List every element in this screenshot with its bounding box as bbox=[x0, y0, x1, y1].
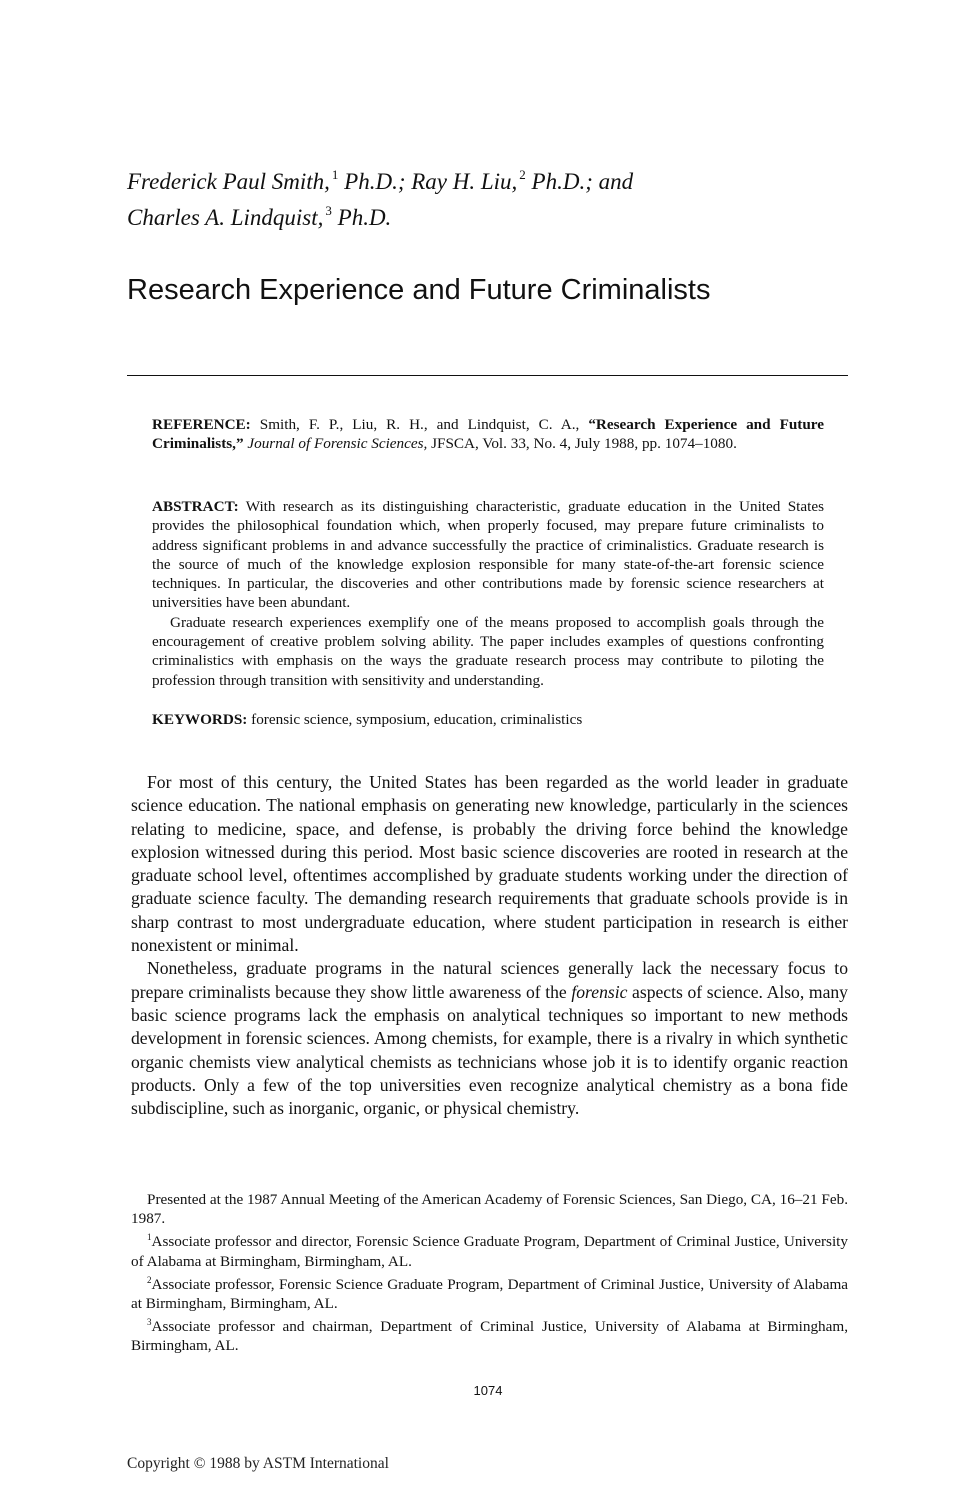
footnotes bbox=[131, 1190, 848, 1356]
footnote bbox=[131, 1313, 848, 1355]
footnote-number: 2 bbox=[147, 1274, 152, 1285]
author-name: Charles A. Lindquist, bbox=[127, 205, 324, 230]
reference-details: JFSCA, Vol. 33, No. 4, July 1988, pp. 1074–1080. bbox=[431, 435, 737, 453]
footnote-marker[interactable]: 3 bbox=[325, 203, 332, 218]
author-degree: Ph.D.; bbox=[344, 169, 406, 194]
footnote-number: 3 bbox=[147, 1317, 152, 1328]
abstract-label: ABSTRACT: bbox=[152, 498, 239, 515]
body-paragraph bbox=[131, 957, 848, 1120]
abstract-block bbox=[152, 497, 824, 690]
author-list bbox=[127, 160, 887, 232]
reference-authors: Smith, F. P., Liu, R. H., and Lindquist, C. A., bbox=[259, 416, 580, 433]
author-degree: Ph.D.; and bbox=[531, 169, 634, 194]
body-text-run: aspects of science. Also, many basic science programs lack the emphasis on analytical techniques so important to new methods development in forensic sciences. Among chemists, for example, there is a rivalry in which synthetic organic chemists view analytical chemists as technicians whose job it is to identify organic reaction products. Only a few of the top universities even recognize analytical chemistry as a bona fide subdiscipline, such as inorganic, organic, or physical chemistry. bbox=[131, 981, 848, 1119]
reference-article-title: “Research Experience and Future Criminalists,” bbox=[152, 416, 825, 453]
author-line-2 bbox=[127, 196, 887, 232]
emphasis-text: forensic bbox=[571, 981, 628, 1002]
reference-journal: Journal of Forensic Sciences, bbox=[247, 435, 428, 453]
reference-label: REFERENCE: bbox=[152, 416, 251, 433]
body-text bbox=[131, 771, 848, 1120]
footnote-text: Associate professor and chairman, Department of Criminal Justice, University of Alabama at Birmingham, Birmingham, AL. bbox=[131, 1318, 848, 1355]
author-name: Ray H. Liu, bbox=[411, 169, 518, 194]
page-number: 1074 bbox=[473, 1383, 503, 1398]
abstract-paragraph: Graduate research experiences exemplify one of the means proposed to accomplish goals through the encouragement of creative problem solving ability. The paper includes examples of questions confronting criminalistics with emphasis on the ways the graduate research process may contribute to piloting the profession through transition with sensitivity and understanding. bbox=[152, 613, 824, 689]
author-name: Frederick Paul Smith, bbox=[127, 169, 330, 194]
article-title: Research Experience and Future Criminalists bbox=[127, 274, 711, 306]
keywords-text: forensic science, symposium, education, criminalistics bbox=[251, 711, 583, 728]
footnote-presented: Presented at the 1987 Annual Meeting of the American Academy of Forensic Sciences, San Diego, CA, 16–21 Feb. 1987. bbox=[131, 1191, 848, 1228]
abstract-paragraph bbox=[152, 497, 824, 613]
footnote-text: Associate professor, Forensic Science Graduate Program, Department of Criminal Justice, University of Alabama at Birmingham, Birmingham, AL. bbox=[131, 1275, 848, 1313]
footnote-text: Associate professor and director, Forensic Science Graduate Program, Department of Criminal Justice, University of Alabama at Birmingham, Birmingham, AL. bbox=[131, 1233, 848, 1270]
copyright-notice: Copyright © 1988 by ASTM International bbox=[127, 1455, 389, 1472]
reference-block bbox=[152, 415, 824, 454]
footnote bbox=[131, 1228, 848, 1270]
author-line-1 bbox=[127, 160, 887, 196]
title-divider bbox=[127, 375, 848, 376]
footnote bbox=[131, 1271, 848, 1313]
keywords-block bbox=[152, 710, 824, 729]
body-paragraph: For most of this century, the United States has been regarded as the world leader in graduate science education. The national emphasis on generating new knowledge, particularly in the sciences relating to medicine, space, and defense, is probably the driving force behind the knowledge explosion witnessed during this period. Most basic science discoveries are rooted in research at the graduate school level, oftentimes accomplished by graduate students working under the direction of graduate science faculty. The demanding research requirements that graduate schools provide is in sharp contrast to most undergraduate education, where student participation in research is either nonexistent or minimal. bbox=[131, 772, 848, 956]
keywords-label: KEYWORDS: bbox=[152, 711, 248, 728]
body-text-run: Nonetheless, graduate programs in the natural sciences generally lack the necessary focus to prepare criminalists because they show little awareness of the bbox=[131, 958, 848, 1002]
abstract-text: With research as its distinguishing characteristic, graduate education in the United States provides the philosophical foundation which, when properly focused, may prepare future criminalists to address significant problems in and advance successfully the practice of criminalistics. Graduate research is the source of much of the knowledge explosion responsible for many state-of-the-art forensic science techniques. In particular, the discoveries and other contributions made by forensic science researchers at universities have been abundant. bbox=[152, 498, 824, 612]
footnote-marker[interactable]: 1 bbox=[331, 167, 339, 182]
footnote-number: 1 bbox=[147, 1232, 152, 1243]
footnote-marker[interactable]: 2 bbox=[519, 167, 526, 182]
author-degree: Ph.D. bbox=[337, 205, 392, 230]
